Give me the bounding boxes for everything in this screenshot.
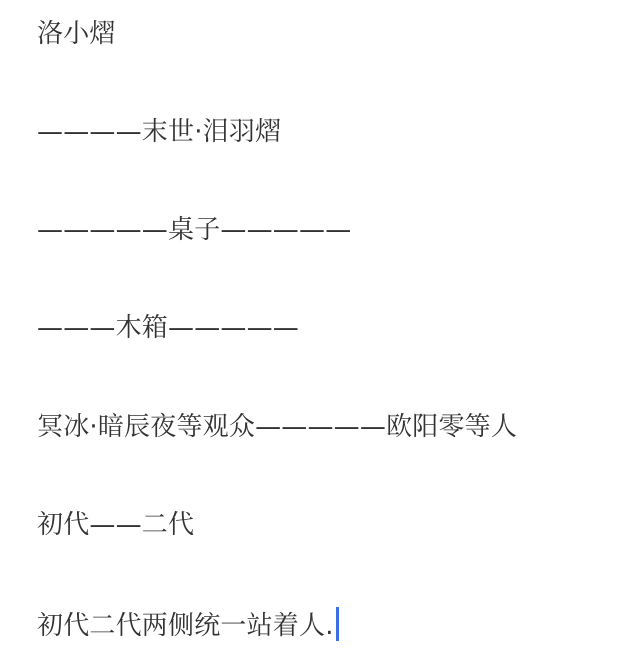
text-line-3: —————桌子—————	[37, 215, 352, 245]
text-line-7-content: 初代二代两侧统一站着人.	[37, 611, 334, 641]
text-line-1: 洛小熠	[37, 19, 116, 49]
text-line-6: 初代——二代	[37, 510, 195, 540]
text-line-5: 冥冰·暗辰夜等观众—————欧阳零等人	[37, 412, 518, 442]
text-line-2: ————末世·泪羽熠	[37, 117, 282, 147]
text-line-7	[37, 607, 339, 642]
text-line-4: ———木箱—————	[37, 313, 300, 343]
text-cursor	[336, 607, 339, 641]
